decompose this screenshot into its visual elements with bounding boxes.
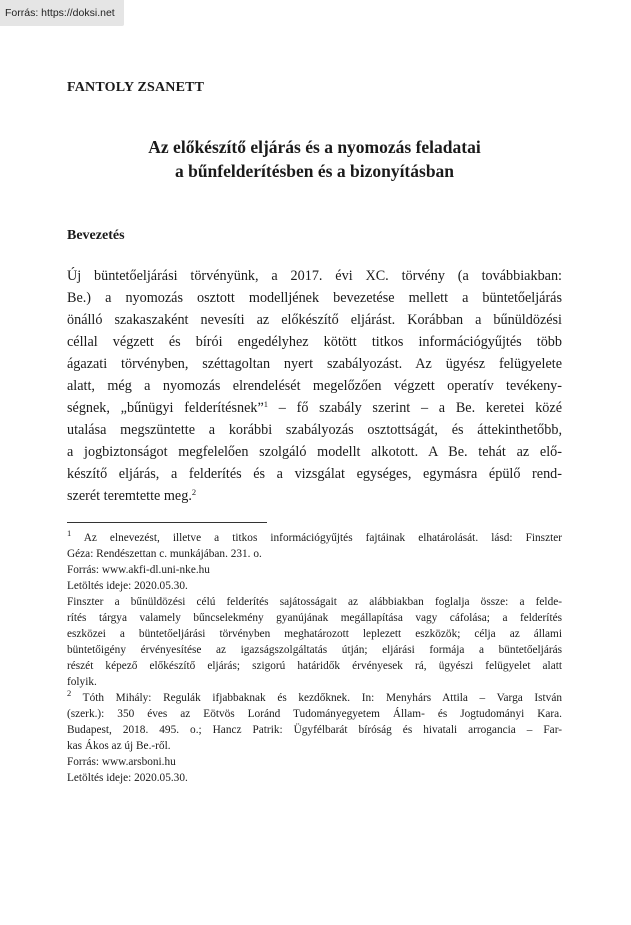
section-heading: Bevezetés <box>67 228 125 243</box>
footnote-line: eszközei a büntetőeljárási törvényben meghatározott leplezett eszközök; célja az állami <box>67 628 562 640</box>
footnote-mark-1: 1 <box>67 528 72 538</box>
footnote-source: Forrás: www.akfi-dl.uni-nke.hu <box>67 564 210 576</box>
footnote-ref-1[interactable]: 1 <box>263 399 269 409</box>
footnote-mark-2: 2 <box>67 688 72 698</box>
body-line-part: szerét teremtette meg. <box>67 488 192 504</box>
body-line-with-footnote <box>67 485 562 507</box>
article-title <box>67 135 562 183</box>
footnote-line: $^1$ Az elnevezést, illetve a titkos információgyűjtés fajtáinak elhatárolását. lásd: Finszter <box>67 528 562 544</box>
body-line: Új büntetőeljárási törvényünk, a 2017. évi XC. törvény (a továbbiakban: <box>67 268 562 284</box>
footnotes <box>67 530 562 786</box>
footnote-separator <box>67 522 267 523</box>
footnote-line: Budapest, 2018. 495. o.; Hancz Patrik: Ügyfélbarát bíróság és hivatali arrogancia – Far- <box>67 724 562 736</box>
footnote-line: büntetőigény érvényesítése az igazságszolgáltatás útján; eljárási formája a büntetőeljárás <box>67 644 562 656</box>
body-text <box>67 265 562 507</box>
body-line-part: – fő szabály szerint – a Be. keretei közé <box>268 400 562 416</box>
title-line-2: a bűnfelderítésben és a bizonyításban <box>174 161 455 181</box>
body-line: a jogbiztonságot megfelelően szolgáló modellt alkotott. A Be. tehát az elő- <box>67 444 562 460</box>
footnote-source: Forrás: www.arsboni.hu <box>67 756 176 768</box>
footnote-date: Letöltés ideje: 2020.05.30. <box>67 580 188 592</box>
footnote-line: részét képező előkészítő eljárás; szigorú határidők érvényesek rá, ügyészi felügyelet alatt <box>67 660 562 672</box>
footnote-line: kas Ákos az új Be.-ről. <box>67 740 171 752</box>
body-line: céllal végzett és bírói engedélyhez kötött titkos információgyűjtés több <box>67 334 562 350</box>
footnote-line: Finszter a bűnüldözési célú felderítés sajátosságait az alábbiakban foglalja össze: a felde- <box>67 596 562 608</box>
body-line: utalása megszüntette a korábbi szabályozás osztottságát, és áttekinthetőbb, <box>67 422 562 438</box>
author-name: FANTOLY ZSANETT <box>67 80 205 95</box>
footnote-line: folyik. <box>67 676 97 688</box>
title-line-1: Az előkészítő eljárás és a nyomozás feladatai <box>148 137 481 157</box>
body-line: készítő eljárás, a felderítés és a vizsgálat egységes, egymásra épülő rend- <box>67 466 562 482</box>
footnote-line: rítés tárgya valamely bűncselekmény gyanújának megállapítása vagy cáfolása; a felderítés <box>67 612 562 624</box>
source-watermark: Forrás: https://doksi.net <box>0 0 124 26</box>
body-line-part: ségnek, „bűnügyi felderítésnek” <box>67 400 264 416</box>
footnote-date: Letöltés ideje: 2020.05.30. <box>67 772 188 784</box>
footnote-line: (szerk.): 350 éves az Eötvös Loránd Tudományegyetem Állam- és Jogtudományi Kara. <box>67 708 562 720</box>
body-line: alatt, még a nyomozás elrendelését megelőzően végzett operatív tevékeny- <box>67 378 562 394</box>
footnote-ref-2[interactable]: 2 <box>191 487 197 497</box>
footnote-line: Géza: Rendészettan c. munkájában. 231. o. <box>67 548 262 560</box>
body-line: Be.) a nyomozás osztott modelljének bevezetése mellett a büntetőeljárás <box>67 290 562 306</box>
body-line: önálló szakaszaként nevesíti az előkészítő eljárást. Korábban a bűnüldözési <box>67 312 562 328</box>
footnote-line: $^2$ Tóth Mihály: Regulák ifjabbaknak és kezdőknek. In: Menyhárs Attila – Varga István <box>67 688 562 704</box>
body-line: ágazati törvényben, széttagoltan nyert szabályozást. Az ügyész felügyelete <box>67 356 562 372</box>
body-line-with-footnote <box>67 397 562 419</box>
